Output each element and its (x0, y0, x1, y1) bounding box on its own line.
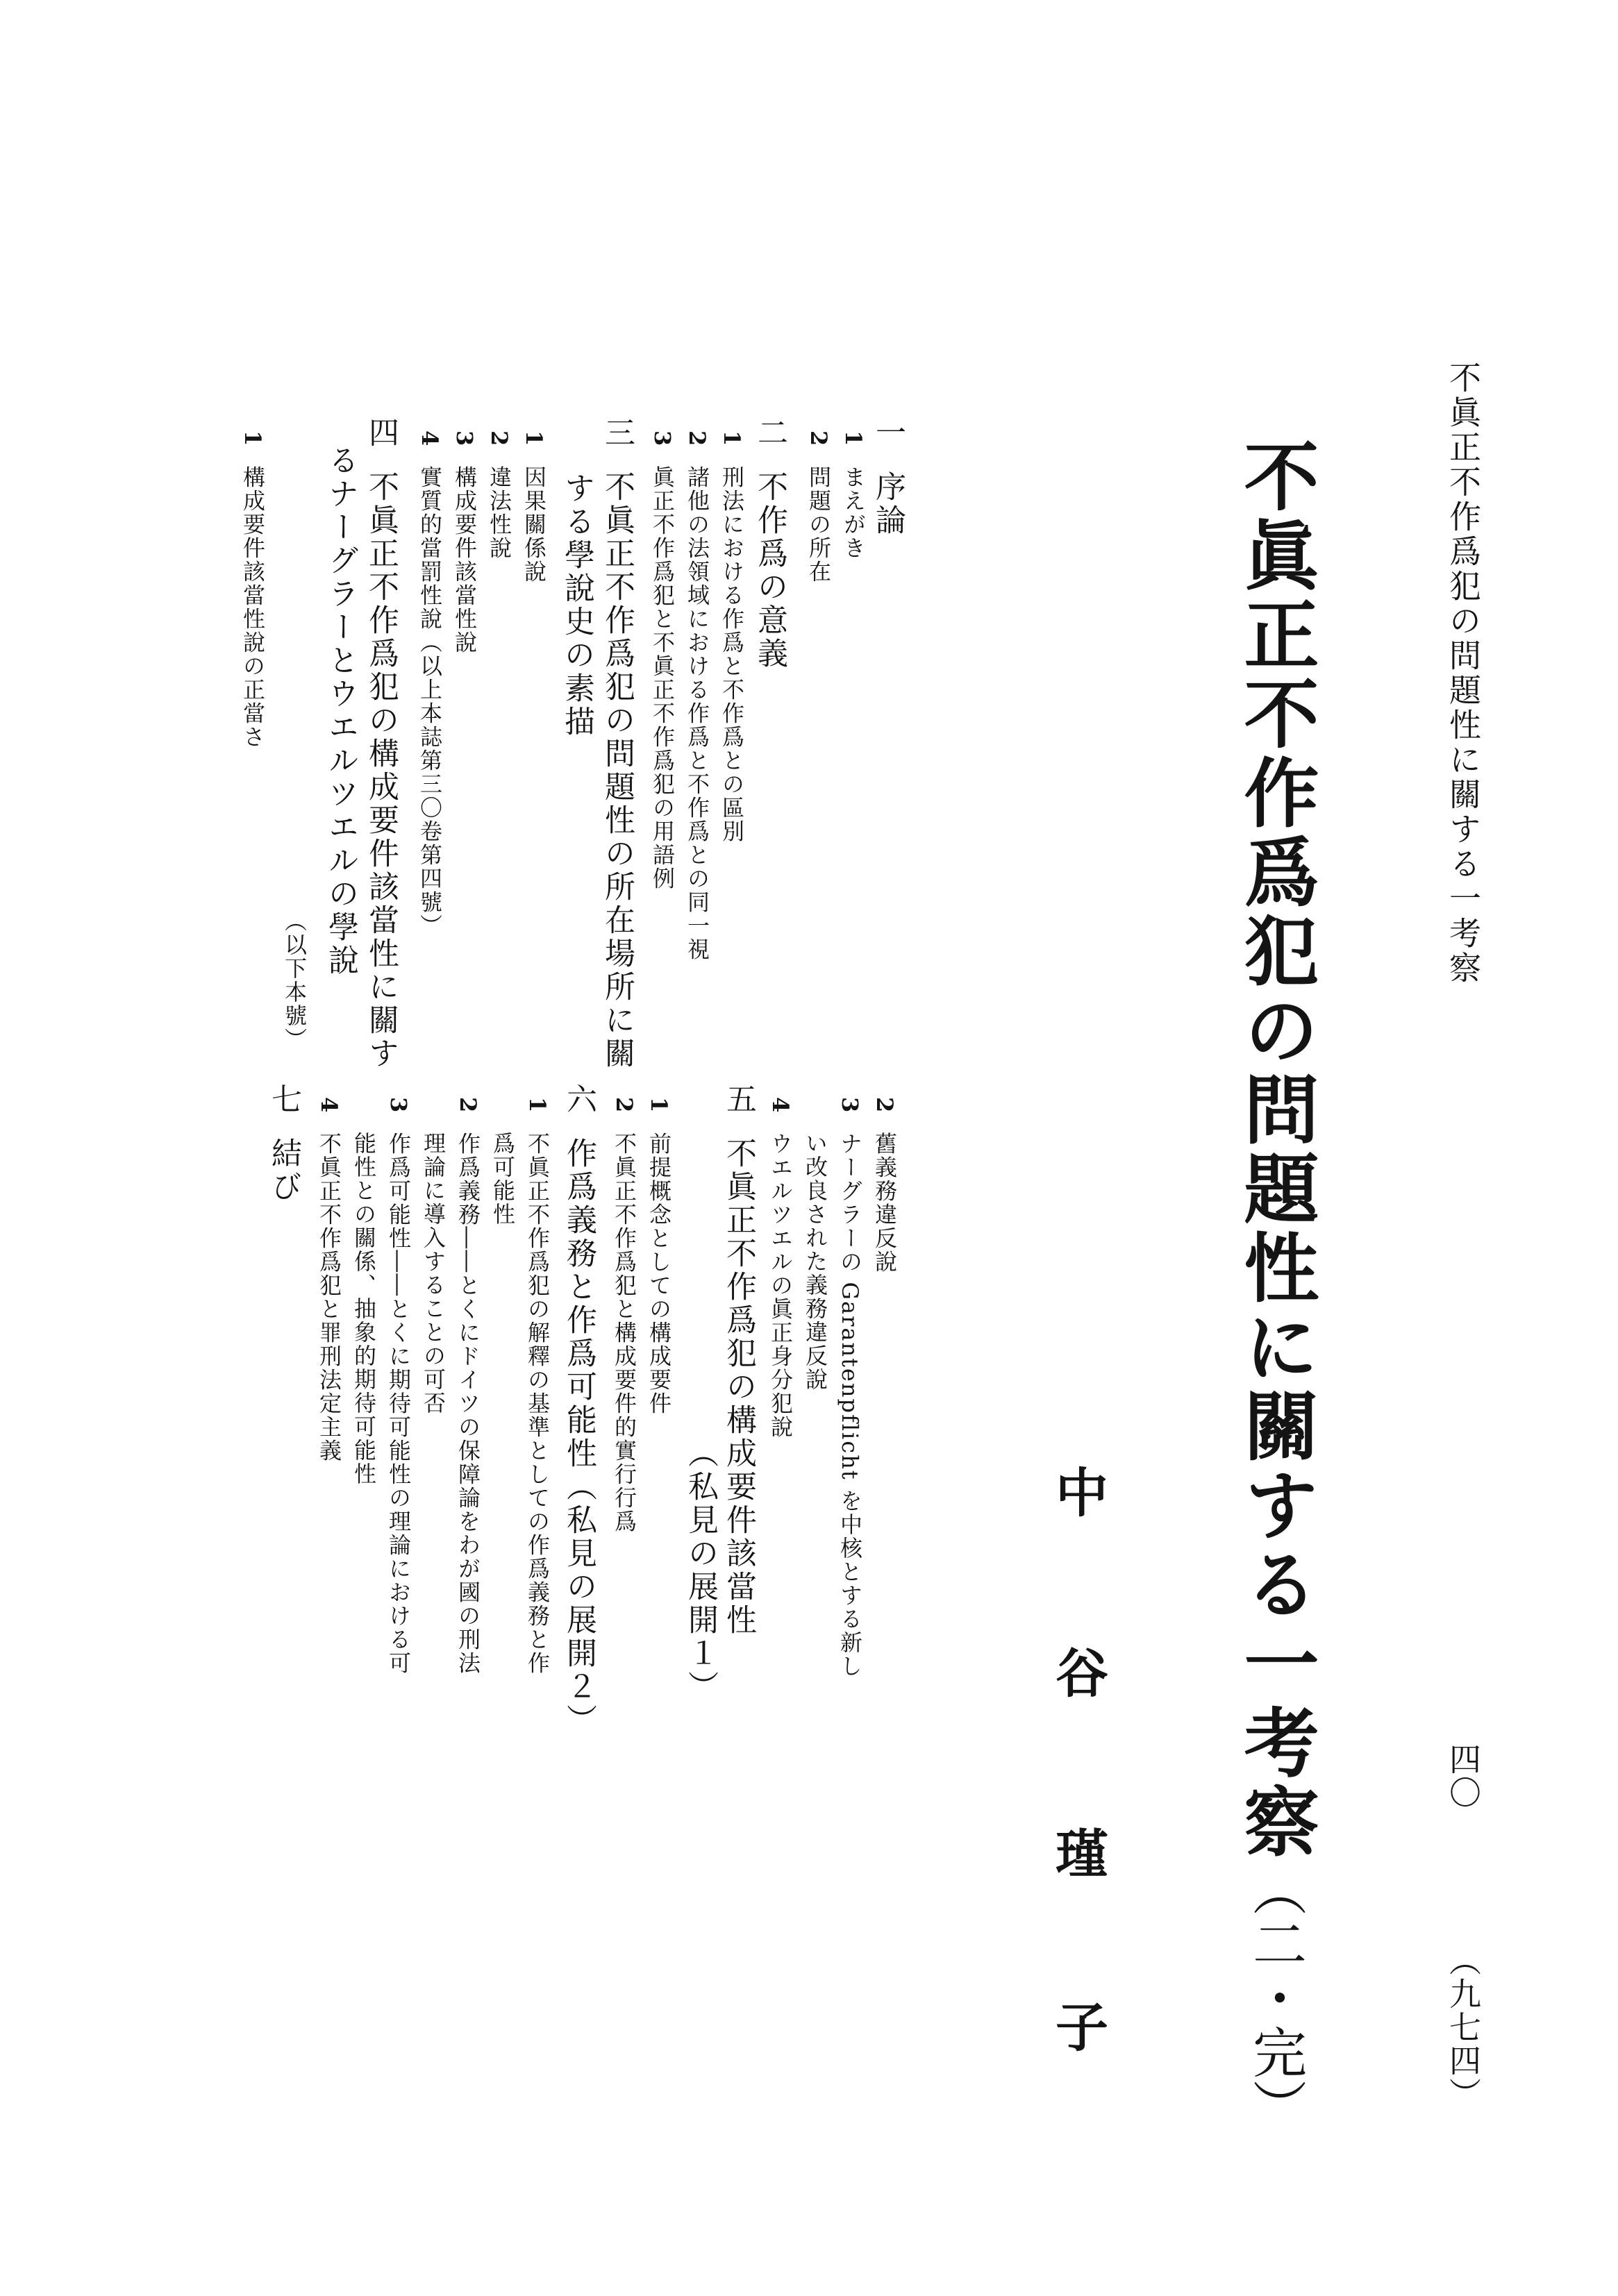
item-text: ウエルツエルの眞正身分犯說 (767, 1132, 794, 1439)
item-number: 4 (417, 430, 443, 448)
item-number: 3 (385, 1097, 412, 1114)
toc-section-3-cont: する學說史の素描 (559, 472, 594, 739)
section-marker: 四 (363, 417, 399, 450)
item-text: 諸他の法領域における作爲と不作爲との同一視 (684, 465, 710, 962)
section-title: 作爲義務と作爲可能性（私見の展開２） (561, 1137, 597, 1737)
author-char-4: 子 (1056, 1997, 1108, 2059)
section-marker: 五 (721, 1083, 756, 1116)
item-text: 構成要件該當性說 (451, 465, 478, 655)
item-text: 刑法における作爲と不作爲との區別 (719, 465, 745, 844)
toc-item-6-1-cont: 爲可能性 (490, 1132, 516, 1226)
section-marker: 三 (599, 417, 635, 450)
toc-item-4-3-cont: い改良された義務違反說 (802, 1132, 828, 1391)
toc-section-4 (363, 417, 399, 1071)
toc-item-4-2 (871, 1097, 898, 1274)
toc-section-5-subtitle: （私見の展開１） (683, 1437, 718, 1704)
toc-item-1-1 (842, 430, 865, 560)
item-text: 前提概念としての構成要件 (646, 1132, 672, 1416)
toc-item-2-3 (651, 430, 674, 890)
item-number: 1 (646, 1097, 672, 1114)
section-marker: 六 (561, 1083, 597, 1116)
item-text: 因果關係說 (521, 465, 547, 584)
article-title (1231, 437, 1319, 2133)
section-title: 結び (266, 1137, 301, 1204)
item-number: 1 (524, 1097, 551, 1114)
author-char-2: 谷 (1056, 1643, 1108, 1704)
toc-item-6-3-cont: 能性との關係、抽象的期待可能性 (351, 1132, 377, 1486)
section-marker: 七 (266, 1083, 301, 1116)
toc-item-6-2 (457, 1097, 479, 1675)
item-number: 2 (684, 430, 710, 448)
author-char-1: 中 (1056, 1462, 1108, 1524)
section-title: 不作爲の意義 (752, 471, 787, 671)
toc-item-5-1 (648, 1097, 670, 1415)
toc-item-1-2 (808, 430, 830, 583)
item-text: 違法性說 (486, 465, 512, 560)
item-text: まえがき (840, 465, 867, 560)
item-number: 1 (240, 430, 266, 448)
toc-item-6-3 (387, 1097, 410, 1675)
item-text: 構成要件該當性說の正當さ (240, 465, 266, 749)
item-text: 實質的當罰性說（以上本誌第三〇卷第四號） (417, 465, 443, 938)
section-marker: 二 (752, 417, 787, 450)
toc-section-3 (599, 417, 635, 1071)
toc-item-6-2-cont: 理論に導入することの可否 (420, 1132, 447, 1415)
section-title: 不眞正不作爲犯の構成要件該當性に關す (363, 471, 399, 1071)
toc-item-3-1 (523, 430, 545, 583)
item-text: 作爲可能性――とくに期待可能性の理論における可 (385, 1132, 412, 1675)
page-number-kanji: 四〇 (1444, 1743, 1482, 1809)
item-text: 不眞正不作爲犯と罪刑法定主義 (316, 1132, 342, 1463)
item-number: 2 (611, 1097, 637, 1114)
toc-section-1 (870, 417, 906, 537)
section-title: 不眞正不作爲犯の構成要件該當性 (721, 1137, 756, 1637)
author-char-3: 瑾 (1056, 1823, 1108, 1885)
item-text: ナーグラーの Garantenpflicht を中核とする新し (837, 1132, 863, 1678)
item-text: 眞正不作爲犯と不眞正不作爲犯の用語例 (649, 465, 676, 891)
toc-item-2-1 (721, 430, 743, 843)
toc-section-5 (721, 1083, 756, 1637)
item-number: 2 (455, 1097, 481, 1114)
item-number: 1 (521, 430, 547, 448)
toc-item-4-4 (769, 1097, 792, 1439)
section-title: 序論 (870, 471, 906, 537)
item-number: 2 (806, 430, 832, 448)
item-number: 4 (316, 1097, 342, 1114)
item-number: 2 (486, 430, 512, 448)
running-title: 不眞正不作爲犯の問題性に關する一考察 (1444, 361, 1482, 986)
item-text: 不眞正不作爲犯の解釋の基準としての作爲義務と作 (524, 1132, 551, 1675)
toc-section-2 (754, 417, 785, 671)
page-number-paren: （九七四） (1444, 1944, 1482, 2111)
item-number: 3 (649, 430, 676, 448)
article-title-text: 不眞正不作爲犯の問題性に關する一考察 (1231, 437, 1319, 1862)
item-text: 不眞正不作爲犯と構成要件的實行行爲 (611, 1132, 637, 1534)
item-number: 2 (871, 1097, 898, 1114)
toc-item-3-4 (419, 430, 441, 937)
toc-item-6-1 (526, 1097, 549, 1675)
toc-item-5-2 (613, 1097, 635, 1533)
toc-item-3-2 (488, 430, 510, 560)
item-text: 作爲義務――とくにドイツの保障論をわが國の刑法 (455, 1132, 481, 1675)
toc-note-continued: （以下本號） (281, 910, 308, 1051)
toc-section-6 (561, 1083, 597, 1737)
item-text: 舊義務違反說 (871, 1132, 898, 1274)
toc-item-4-3 (839, 1097, 861, 1678)
item-number: 3 (451, 430, 478, 448)
toc-section-4-cont: るナーグラーとウエルツエルの學說 (323, 444, 358, 978)
toc-item-6-4 (318, 1097, 340, 1462)
toc-item-3-3 (453, 430, 476, 654)
item-number: 1 (719, 430, 745, 448)
section-marker: 一 (870, 417, 906, 450)
toc-item-4-1 (242, 430, 264, 748)
toc-section-7 (268, 1083, 299, 1204)
item-number: 3 (837, 1097, 863, 1114)
item-number: 4 (767, 1097, 794, 1114)
item-text: 問題の所在 (806, 465, 832, 584)
article-title-suffix: （二・完） (1244, 1862, 1306, 2133)
item-number: 1 (840, 430, 867, 448)
toc-item-2-2 (686, 430, 708, 961)
section-title: 不眞正不作爲犯の問題性の所在場所に關 (599, 471, 635, 1071)
